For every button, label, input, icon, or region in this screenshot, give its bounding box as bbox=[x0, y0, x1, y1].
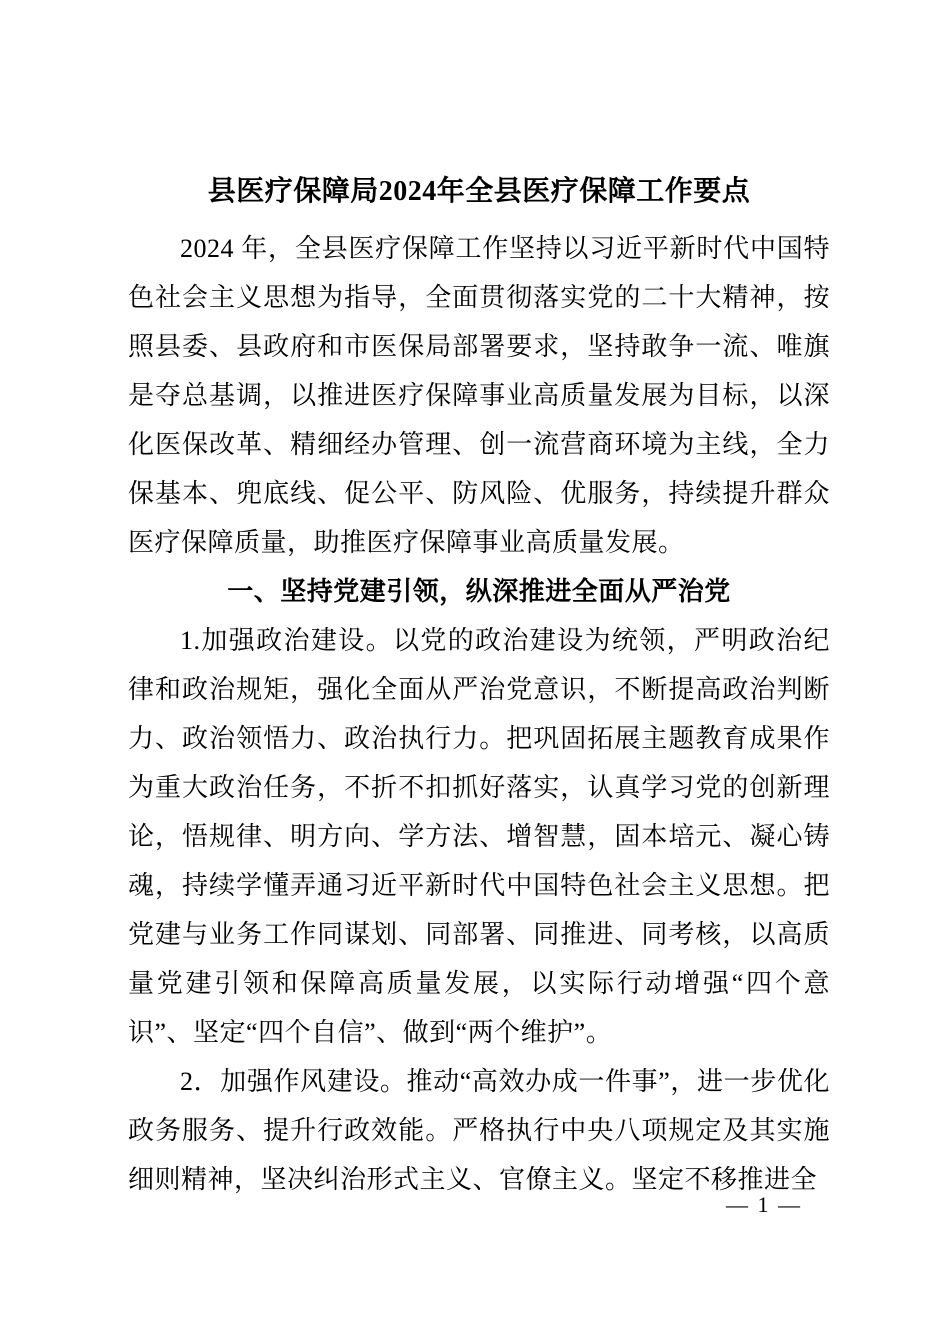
paragraph-item-2: 2．加强作风建设。推动“高效办成一件事”，进一步优化政务服务、提升行政效能。严格执行中央八项规定及其实施细则精神，坚决纠治形式主义、官僚主义。坚定不移推进全 bbox=[128, 1067, 830, 1194]
document-title: 县医疗保障局2024年全县医疗保障工作要点 bbox=[207, 176, 751, 207]
intro-paragraph: 2024 年，全县医疗保障工作坚持以习近平新时代中国特色社会主义思想为指导，全面贯彻落实党的二十大精神，按照县委、县政府和市医保局部署要求，坚持敢争一流、唯旗是夺总基调，以推进医疗保障事业高质量发展为目标，以深化医保改革、精细经办管理、创一流营商环境为主线，全力保基本、兜底线、促公平、防风险、优服务，持续提升群众医疗保障质量，助推医疗保障事业高质量发展。 bbox=[128, 234, 830, 557]
paragraph-item-1: 1.加强政治建设。以党的政治建设为统领，严明政治纪律和政治规矩，强化全面从严治党意识，不断提高政治判断力、政治领悟力、政治执行力。把巩固拓展主题教育成果作为重大政治任务，不折不扣抓好落实，认真学习党的创新理论，悟规律、明方向、学方法、增智慧，固本培元、凝心铸魂，持续学懂弄通习近平新时代中国特色社会主义思想。把党建与业务工作同谋划、同部署、同推进、同考核，以高质量党建引领和保障高质量发展，以实际行动增强“四个意识”、坚定“四个自信”、做到“两个维护”。 bbox=[128, 626, 830, 1047]
page-number: — 1 — bbox=[726, 1192, 802, 1217]
section-heading: 一、坚持党建引领，纵深推进全面从严治党 bbox=[227, 576, 731, 606]
